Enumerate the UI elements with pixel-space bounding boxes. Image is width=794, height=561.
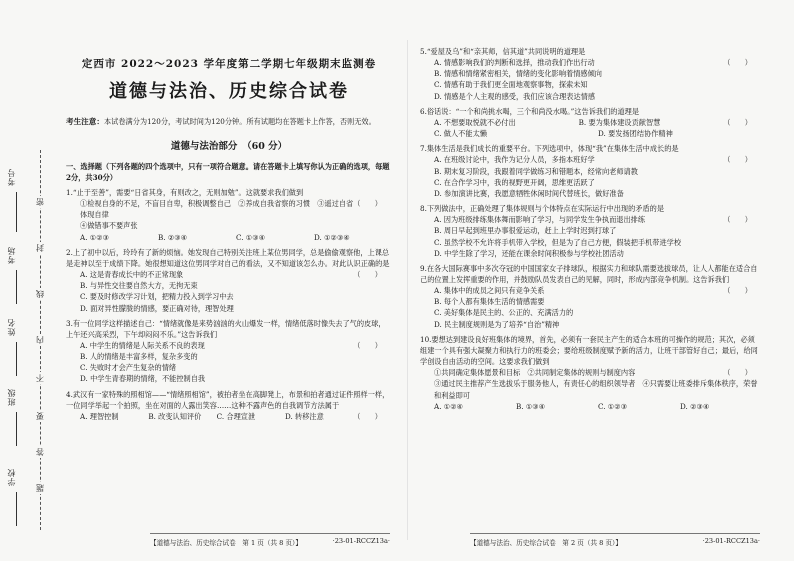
section-intro: 一、选择题（下列各题的四个选项中，只有一项符合题意。请在答题卡上填写你认为正确的选项，每题2分，共30分）	[66, 161, 390, 182]
question-6	[420, 106, 762, 139]
binding-label-class: 班级	[7, 388, 16, 406]
answer-paren[interactable]: （ ）	[353, 270, 382, 280]
choice-a[interactable]: A. 中学生的情绪是人际关系不良的表现	[80, 340, 205, 350]
choice-d[interactable]: D. ②③④	[680, 401, 710, 411]
seal-char: 题	[35, 484, 45, 492]
footer-label: 【道德与法治、历史综合试卷 第 2 页（共 8 页）】	[470, 539, 622, 547]
choice-a[interactable]: A. 因为班级排练集体舞而影响了学习，与同学发生争执而退出排练	[434, 215, 646, 225]
question-stem: 7.集体生活是我们成长的重要平台。下列选项中，体现“我”在集体生活中成长的是	[420, 144, 679, 154]
section-title: 道德与法治部分 （60 分）	[170, 140, 288, 152]
answer-paren[interactable]: （ ）	[723, 215, 752, 225]
choice-d[interactable]: D. 面对异性朦胧的情感，要正确对待，理智处理	[80, 303, 234, 313]
seal-char: 内	[35, 336, 45, 344]
choice-row	[420, 401, 762, 412]
choice-a[interactable]: A. 理智控制	[80, 411, 119, 421]
question-statement: ④做错事不要声张	[80, 221, 138, 231]
answer-paren[interactable]: （ ）	[723, 117, 752, 127]
school-field[interactable]	[16, 492, 18, 526]
notice-label: 考生注意：	[66, 117, 104, 127]
choice-c[interactable]: C. 合理宣泄	[216, 411, 256, 421]
question-stem: 1.“止于至善”，需要“日省其身，有则改之，无则加勉”。这就要求我们做到	[66, 187, 304, 197]
choice-d[interactable]: D. ①②③④	[314, 232, 350, 242]
question-stem: 8.下列做法中，正确处理了集体规则与个体特点在实际运行中出现的矛盾的是	[420, 204, 665, 214]
choice-c[interactable]: C. ①②③	[598, 401, 628, 411]
question-stem: 6.俗话说：“一个和尚挑水喝，三个和尚没水喝。”这告诉我们的道理是	[420, 106, 640, 116]
question-2	[66, 247, 392, 314]
choice-d[interactable]: D. 转移注意	[284, 411, 324, 421]
choice-c[interactable]: C. 虽然学校不允许将手机带入学校，但是为了自己方便，假装把手机带进学校	[434, 237, 682, 247]
question-7	[420, 143, 762, 199]
choice-a[interactable]: A. 在班级讨论中，我作为记分人员，多指本班好学	[434, 155, 595, 165]
choice-row	[420, 117, 723, 128]
choice-d[interactable]: D. 参加演讲比赛，我愿意牺牲休闲时间代替班长，做好准备	[434, 188, 624, 198]
exam-notice	[66, 116, 392, 128]
choice-d[interactable]: D. 要发扬团结协作精神	[598, 129, 673, 139]
binding-label-name: 姓名	[7, 318, 16, 336]
choice-a[interactable]: A. ①②④	[434, 401, 464, 411]
choice-c[interactable]: C. 在合作学习中，我的视野更开阔，思维更活跃了	[434, 177, 595, 187]
seal-char: 不	[35, 374, 45, 382]
choice-c[interactable]: C. 做人不能太懒	[434, 129, 487, 139]
question-1	[66, 187, 392, 243]
choice-c[interactable]: C. 情感有助于我们更全面地观察事物，探索未知	[434, 80, 588, 90]
choice-b[interactable]: B. ②③④	[158, 232, 188, 242]
question-4	[66, 389, 392, 422]
answer-paren[interactable]: （ ）	[723, 368, 752, 378]
binding-label-school: 学校	[7, 468, 16, 486]
choice-b[interactable]: B. 期末复习阶段，我跟着同学做练习和错题本，经常向老师请教	[434, 166, 638, 176]
choice-d[interactable]: D. 中学生青春期的情绪，不能控制自我	[80, 374, 206, 384]
question-9	[420, 263, 762, 330]
seal-char: 密	[35, 198, 45, 206]
choice-d[interactable]: D. 民主制度规则是为了培养“自治”精神	[434, 319, 560, 329]
answer-paren[interactable]: （ ）	[353, 411, 382, 421]
question-3	[66, 318, 392, 385]
choice-b[interactable]: B. 每个人都有集体生活的情感需要	[434, 297, 545, 307]
choice-b[interactable]: B. 与异性交往要自然大方，无拘无束	[80, 281, 198, 291]
question-5	[420, 46, 762, 102]
choice-a[interactable]: A. 集体中的成员之间只有竞争关系	[434, 286, 545, 296]
seal-char: 答	[35, 448, 45, 456]
choice-b[interactable]: B. 周日早起到班里办事很爱运动，赶上上学时迟到打球了	[434, 226, 617, 236]
answer-paren[interactable]: （ ）	[723, 155, 752, 165]
choice-c[interactable]: C. 要及时修改学习计划，把精力投入到学习中去	[80, 292, 234, 302]
binding-label-exam-room: 考场	[7, 246, 16, 264]
answer-paren[interactable]: （ ）	[353, 340, 382, 350]
class-field[interactable]	[16, 412, 18, 446]
choice-a[interactable]: A. 不想要取悦就不必付出	[434, 117, 516, 127]
choice-a[interactable]: A. 这是青春成长中的不正常现象	[80, 270, 184, 280]
exam-number-field[interactable]	[16, 192, 18, 232]
binding-label-exam-number: 考号	[7, 168, 16, 186]
choice-c[interactable]: C. 失败时才会产生复杂的情绪	[80, 363, 177, 373]
question-stem: 2.上了初中以后，玲玲有了新的烦恼。她发现自己特别关注班上某位男同学，总是偷偷观察他，上课总是走神以至于成绩下降。她很想知道这位男同学对自己的看法，又不知道该怎么办。对此认识正确的是	[66, 247, 390, 268]
choice-row	[66, 411, 353, 422]
question-stem: 5.“爱屋及乌”和“亲其师，信其道”共同说明的道理是	[420, 47, 586, 56]
seal-char: 线	[35, 290, 45, 298]
choice-b[interactable]: B. 改变认知评价	[148, 411, 202, 421]
footer-page-1	[150, 533, 390, 547]
choice-c[interactable]: C. 美好集体是民主的、公正的、充满活力的	[434, 308, 574, 318]
question-statement: ①检视自身的不足，不盲目自卑，积极调整自己 ②养成自我省察的习惯 ③遥过自省体现自律	[80, 199, 354, 220]
footer-code: ·23-01-RCCZ13a·	[702, 537, 760, 545]
choice-b[interactable]: B. 情感和情绪紧密相关，情绪的变化影响着情感倾向	[434, 69, 602, 79]
exam-main-title: 道德与法治、历史综合试卷	[109, 81, 349, 103]
exam-title-line: 定西市 2022～2023 学年度第二学期七年级期末监测卷	[81, 58, 377, 70]
seal-char: 要	[35, 412, 45, 420]
choice-d[interactable]: D. 中学生除了学习，还能在课余时间积极参与学校社团活动	[434, 248, 624, 258]
answer-paren[interactable]: （ ）	[353, 199, 382, 209]
exam-room-field[interactable]	[16, 270, 18, 304]
choice-row	[66, 232, 392, 243]
right-page	[420, 46, 762, 416]
notice-text: 本试卷满分为120分，考试时间为120分钟。所有试题均在答题卡上作答，否则无效。	[103, 117, 376, 127]
question-stem: 9.在各大国际赛事中多次夺冠的中国国家女子排球队，根据实力和球队需要选拔球员，让人人都能在适合自己的位置上发挥重要的作用，并鼓励队员发表自己的见解，同时，形成内部竞争机制。这告诉我们	[420, 263, 758, 284]
choice-a[interactable]: A. ①②③	[80, 232, 110, 242]
name-field[interactable]	[16, 342, 18, 376]
footer-code: ·23-01-RCCZ13a·	[332, 537, 390, 545]
question-statement: ①共同确定集体愿景和目标 ②共同制定集体的规则与制度内容	[434, 368, 636, 378]
question-stem: 10.要想达到建设良好班集体的境界，首先，必须有一套民主产生的适合本班的可操作的规范；其次，必须组建一个具有强大凝聚力和执行力的班委会；要给班级制度赋予新的活力，让班干部管好自己；最后，给同学创设自由活动的空间。这要求我们做到	[420, 334, 758, 367]
answer-paren[interactable]: （ ）	[723, 286, 752, 296]
footer-page-2	[470, 533, 760, 547]
question-statement: ③通过民主推荐产生选拔乐于服务他人，有责任心的组织领导者 ④只需要让班委排斥集体秩序，荣誉和利益即可	[434, 379, 758, 400]
binding-margin	[0, 0, 62, 561]
choice-row	[420, 128, 762, 139]
question-stem: 4.武汉有一家特殊的照相馆——“情绪照相馆”，被拍者坐在高脚凳上，布景和拍者通过证件照样一样，一位同学举起一个拍照，坐在对面的人露出笑容……这种不露声色的自我调节方法属于	[66, 389, 390, 410]
seal-char: 封	[35, 244, 45, 252]
choice-d[interactable]: D. 情感是个人主观的感受，我们应该合理表达情感	[434, 91, 596, 101]
choice-b[interactable]: B. 要为集体建设贡献智慧	[578, 117, 661, 127]
answer-paren[interactable]: （ ）	[723, 58, 752, 68]
left-page	[66, 40, 392, 426]
footer-label: 【道德与法治、历史综合试卷 第 1 页（共 8 页）】	[150, 539, 302, 547]
choice-b[interactable]: B. 人的情绪是丰富多样，复杂多变的	[80, 352, 198, 362]
question-8	[420, 203, 762, 259]
choice-a[interactable]: A. 情感影响我们的判断和选择，推动我们作出行动	[434, 58, 595, 68]
choice-b[interactable]: B. ①③④	[516, 401, 546, 411]
question-stem: 3.有一位同学这样描述自己：“情绪就像是来势汹汹的火山爆发一样，情绪低落时像失去了气的皮球，上午还兴高采烈，下午却闷闷不乐。”这告诉我们	[66, 318, 386, 339]
choice-c[interactable]: C. ①③④	[236, 232, 266, 242]
question-10	[420, 334, 762, 412]
page-divider	[407, 40, 408, 540]
